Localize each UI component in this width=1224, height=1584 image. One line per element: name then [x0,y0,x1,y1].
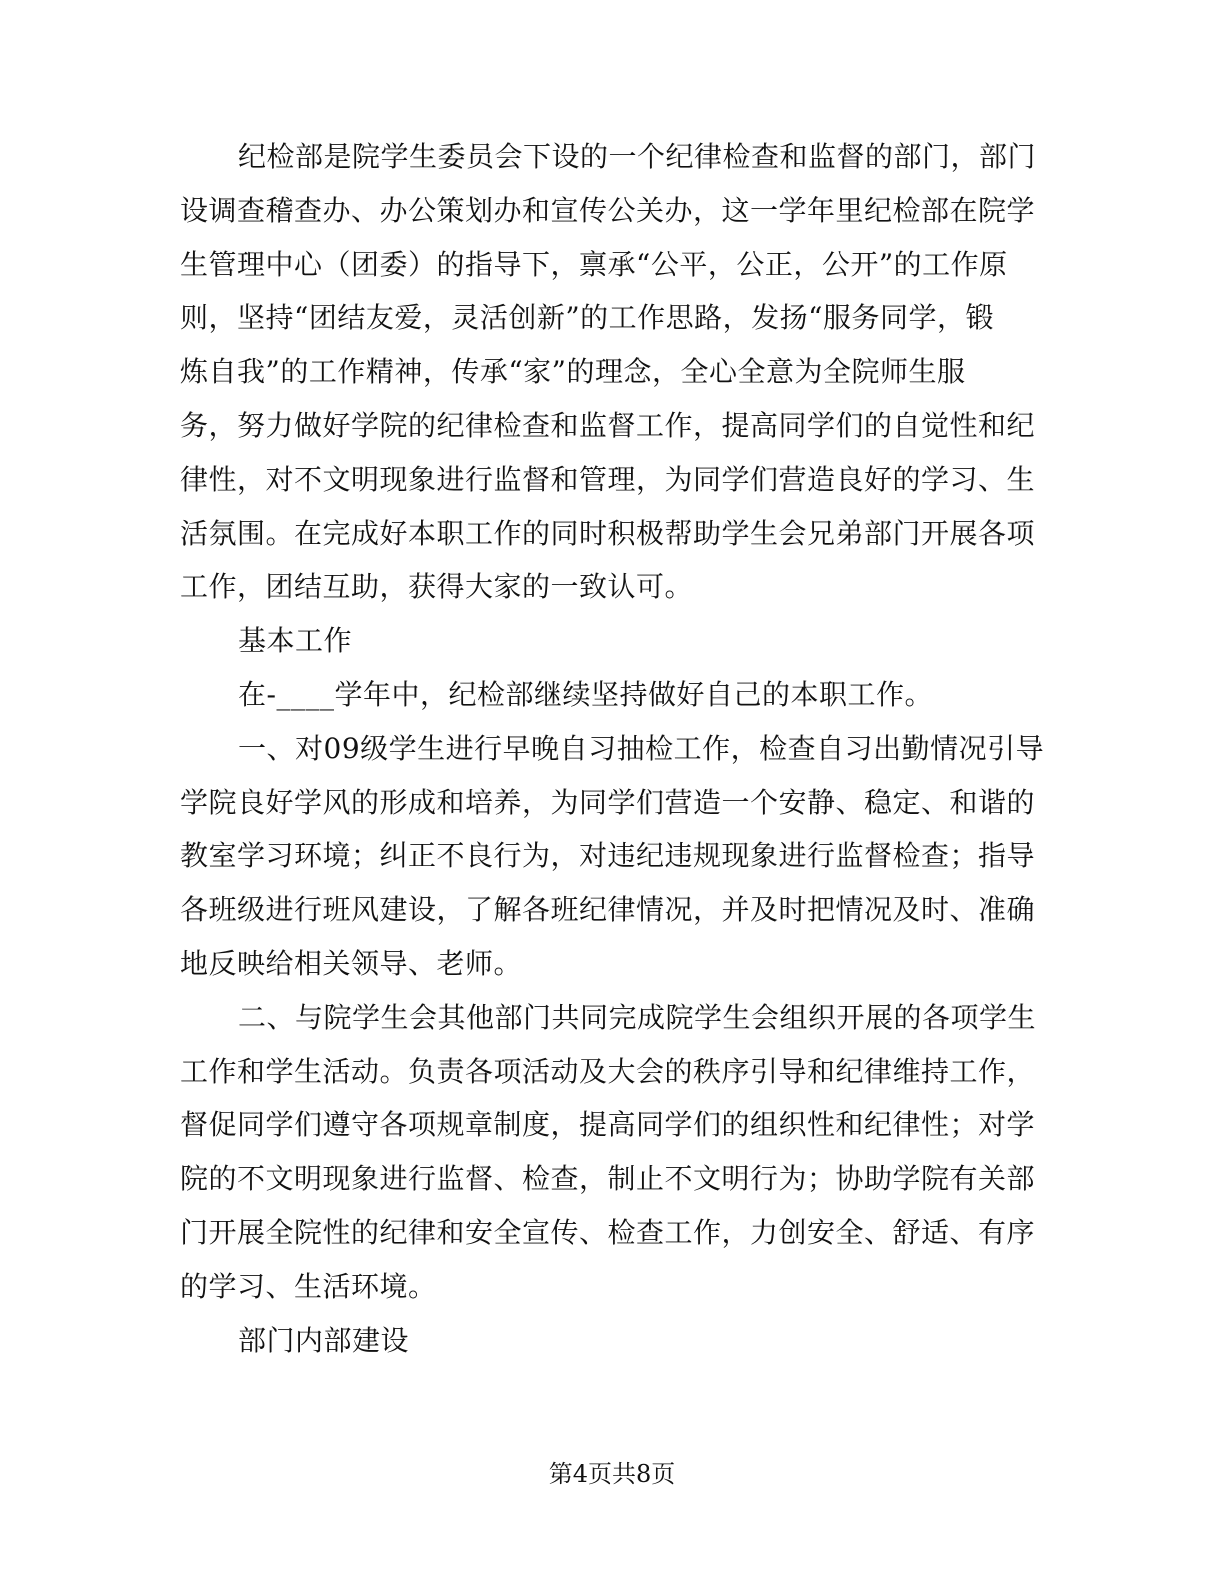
page-number-footer: 第4页共8页 [548,1460,676,1488]
text-line: 生管理中心（团委）的指导下，禀承“公平，公正，公开”的工作原 [180,248,1008,281]
text-line: 地反映给相关领导、老师。 [180,947,523,980]
text-line: 活氛围。在完成好本职工作的同时积极帮助学生会兄弟部门开展各项 [180,517,1036,550]
text-line: 一、对09级学生进行早晚自习抽检工作，检查自习出勤情况引导 [238,732,1045,765]
text-line: 工作，团结互助，获得大家的一致认可。 [180,570,694,603]
text-line: 院的不文明现象进行监督、检查，制止不文明行为；协助学院有关部 [180,1162,1036,1195]
text-line: 门开展全院性的纪律和安全宣传、检查工作，力创安全、舒适、有序 [180,1216,1036,1249]
text-line: 炼自我”的工作精神，传承“家”的理念，全心全意为全院师生服 [180,355,966,388]
text-line: 二、与院学生会其他部门共同完成院学生会组织开展的各项学生 [238,1001,1037,1034]
section-heading: 部门内部建设 [238,1324,410,1357]
text-line: 督促同学们遵守各项规章制度，提高同学们的组织性和纪律性；对学 [180,1108,1036,1141]
text-line: 务，努力做好学院的纪律检查和监督工作，提高同学们的自觉性和纪 [180,409,1036,442]
text-line: 在-____学年中，纪检部继续坚持做好自己的本职工作。 [238,678,933,711]
text-line: 工作和学生活动。负责各项活动及大会的秩序引导和纪律维持工作， [180,1055,1036,1088]
section-heading: 基本工作 [238,624,353,657]
text-line: 则，坚持“团结友爱，灵活创新”的工作思路，发扬“服务同学，锻 [180,301,994,334]
text-line: 律性，对不文明现象进行监督和管理，为同学们营造良好的学习、生 [180,463,1036,496]
text-line: 教室学习环境；纠正不良行为，对违纪违规现象进行监督检查；指导 [180,839,1036,872]
text-line: 的学习、生活环境。 [180,1270,437,1303]
text-line: 学院良好学风的形成和培养，为同学们营造一个安静、稳定、和谐的 [180,786,1036,819]
text-line: 纪检部是院学生委员会下设的一个纪律检查和监督的部门，部门 [238,140,1037,173]
text-line: 各班级进行班风建设，了解各班纪律情况，并及时把情况及时、准确 [180,893,1036,926]
text-line: 设调查稽查办、办公策划办和宣传公关办，这一学年里纪检部在院学 [180,194,1036,227]
